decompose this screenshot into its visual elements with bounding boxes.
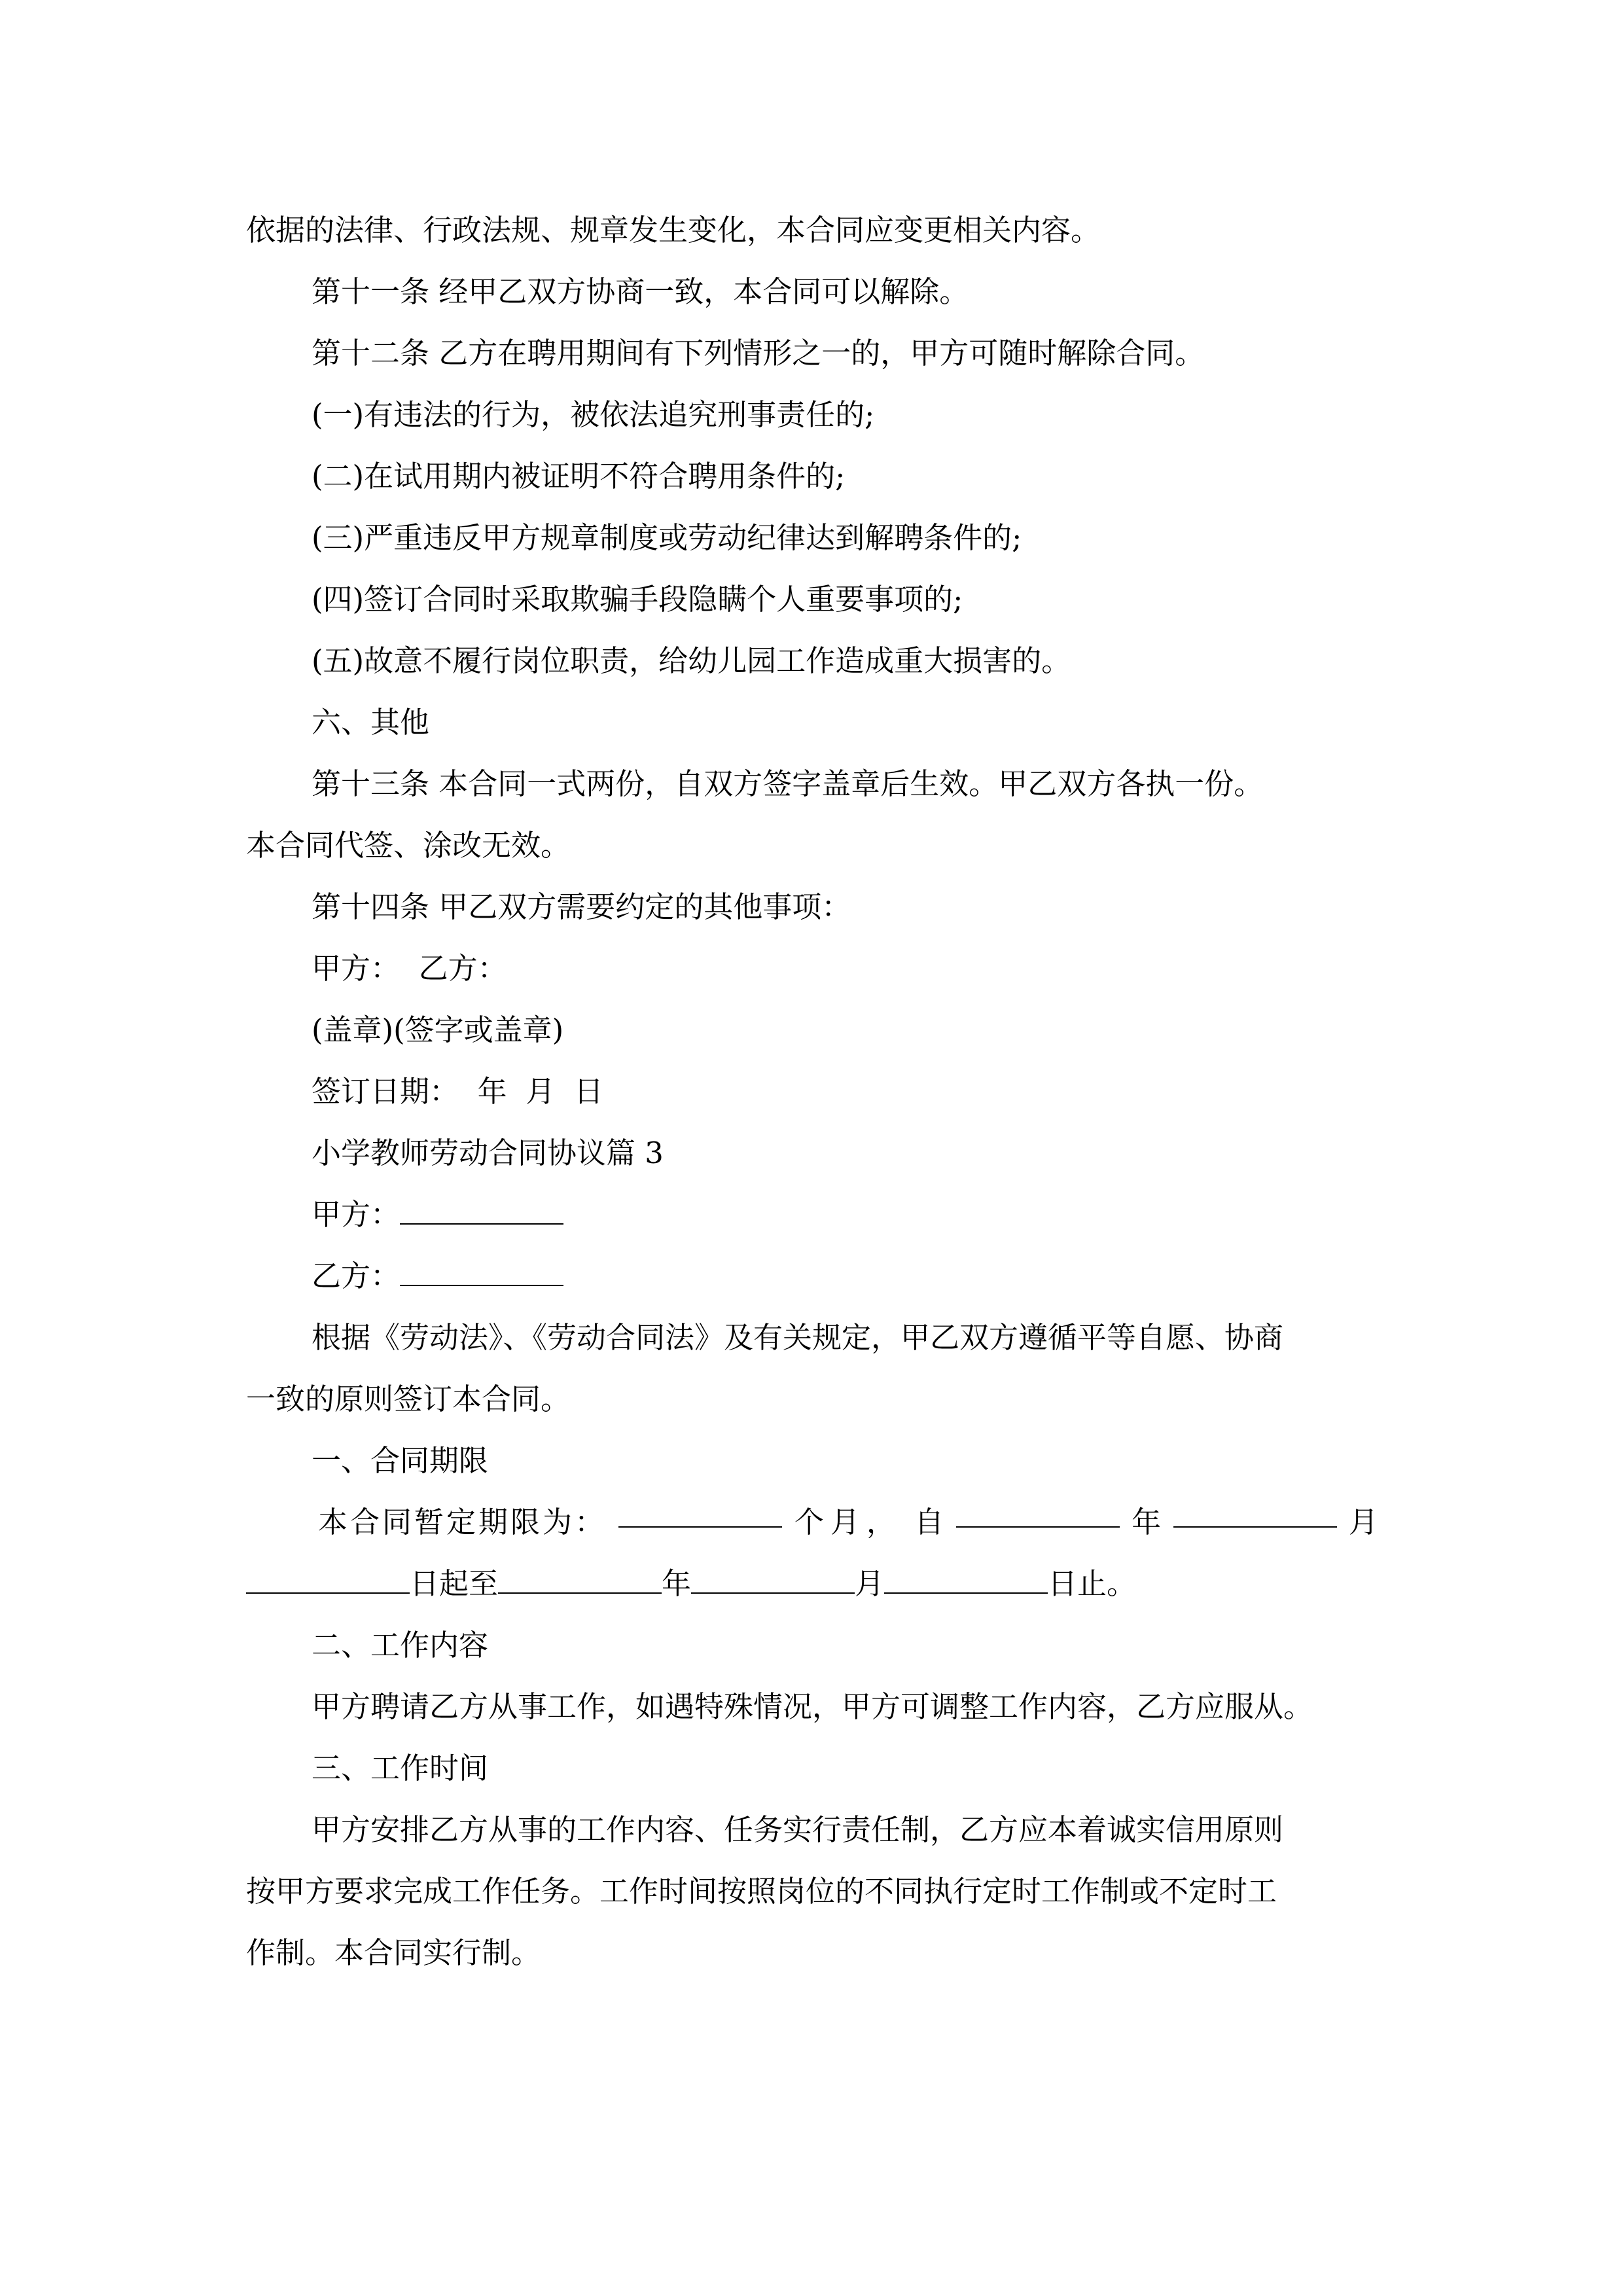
end-year-blank[interactable] [498,1569,662,1594]
end-day-blank[interactable] [884,1569,1048,1594]
signing-date: 签订日期： 年 月 日 [312,1074,603,1109]
list-item-5: (五)故意不履行岗位职责，给幼儿园工作造成重大损害的。 [312,643,1071,678]
end-month-unit: 月 [855,1566,885,1601]
term-months-blank[interactable] [618,1503,782,1528]
clause-14: 第十四条 甲乙双方需要约定的其他事项： [312,889,851,924]
party-b-label: 乙方： [312,1259,401,1293]
work-time-text: 甲方安排乙方从事的工作内容、任务实行责任制，乙方应本着诚实信用原则 [312,1812,1284,1847]
party-a-line [312,1195,1450,1234]
start-day-unit: 日起至 [410,1566,499,1601]
clause-13-continued: 本合同代签、涂改无效。 [246,828,571,863]
clause-12: 第十二条 乙方在聘用期间有下列情形之一的，甲方可随时解除合同。 [312,336,1205,370]
section-heading-other: 六、其他 [312,705,430,740]
start-day-blank[interactable] [246,1569,410,1594]
section-heading-work-time: 三、工作时间 [312,1751,489,1785]
work-content-text: 甲方聘请乙方从事工作，如遇特殊情况，甲方可调整工作内容，乙方应服从。 [312,1689,1313,1724]
seal-line: (盖章)(签字或盖章) [312,1013,564,1047]
start-month-unit: 月 [1348,1505,1378,1539]
party-b-blank[interactable] [400,1261,563,1286]
start-month-blank[interactable] [1173,1503,1337,1528]
party-a-blank[interactable] [400,1200,563,1225]
signature-parties: 甲方： 乙方： [312,951,507,986]
section-heading-work-content: 二、工作内容 [312,1628,489,1662]
clause-13: 第十三条 本合同一式两份，自双方签字盖章后生效。甲乙双方各执一份。 [312,766,1264,801]
term-months-unit: 个月， [794,1505,902,1539]
end-year-unit: 年 [662,1566,692,1601]
list-item-2: (二)在试用期内被证明不符合聘用条件的; [312,459,846,493]
preamble-continued: 一致的原则签订本合同。 [246,1382,571,1416]
section-heading-term: 一、合同期限 [312,1443,489,1478]
term-line-continued [246,1564,1385,1604]
term-from: 自 [914,1505,944,1539]
party-b-line [312,1257,1450,1296]
party-a-label: 甲方： [312,1197,401,1232]
work-time-text-end: 作制。本合同实行制。 [246,1935,541,1970]
document-title: 小学教师劳动合同协议篇 3 [312,1136,664,1170]
term-label: 本合同暂定期限为： [318,1505,607,1539]
start-year-unit: 年 [1132,1505,1162,1539]
clause-11: 第十一条 经甲乙双方协商一致，本合同可以解除。 [312,274,969,309]
term-line [312,1503,1385,1542]
end-day-unit: 日止。 [1048,1566,1137,1601]
end-month-blank[interactable] [691,1569,855,1594]
start-year-blank[interactable] [956,1503,1120,1528]
list-item-3: (三)严重违反甲方规章制度或劳动纪律达到解聘条件的; [312,520,1022,555]
paragraph-line: 依据的法律、行政法规、规章发生变化，本合同应变更相关内容。 [246,213,1101,247]
list-item-4: (四)签订合同时采取欺骗手段隐瞒个人重要事项的; [312,582,963,617]
work-time-text-continued: 按甲方要求完成工作任务。工作时间按照岗位的不同执行定时工作制或不定时工 [246,1874,1277,1909]
list-item-1: (一)有违法的行为，被依法追究刑事责任的; [312,397,875,432]
preamble-line: 根据《劳动法》、《劳动合同法》及有关规定，甲乙双方遵循平等自愿、协商 [312,1320,1284,1355]
